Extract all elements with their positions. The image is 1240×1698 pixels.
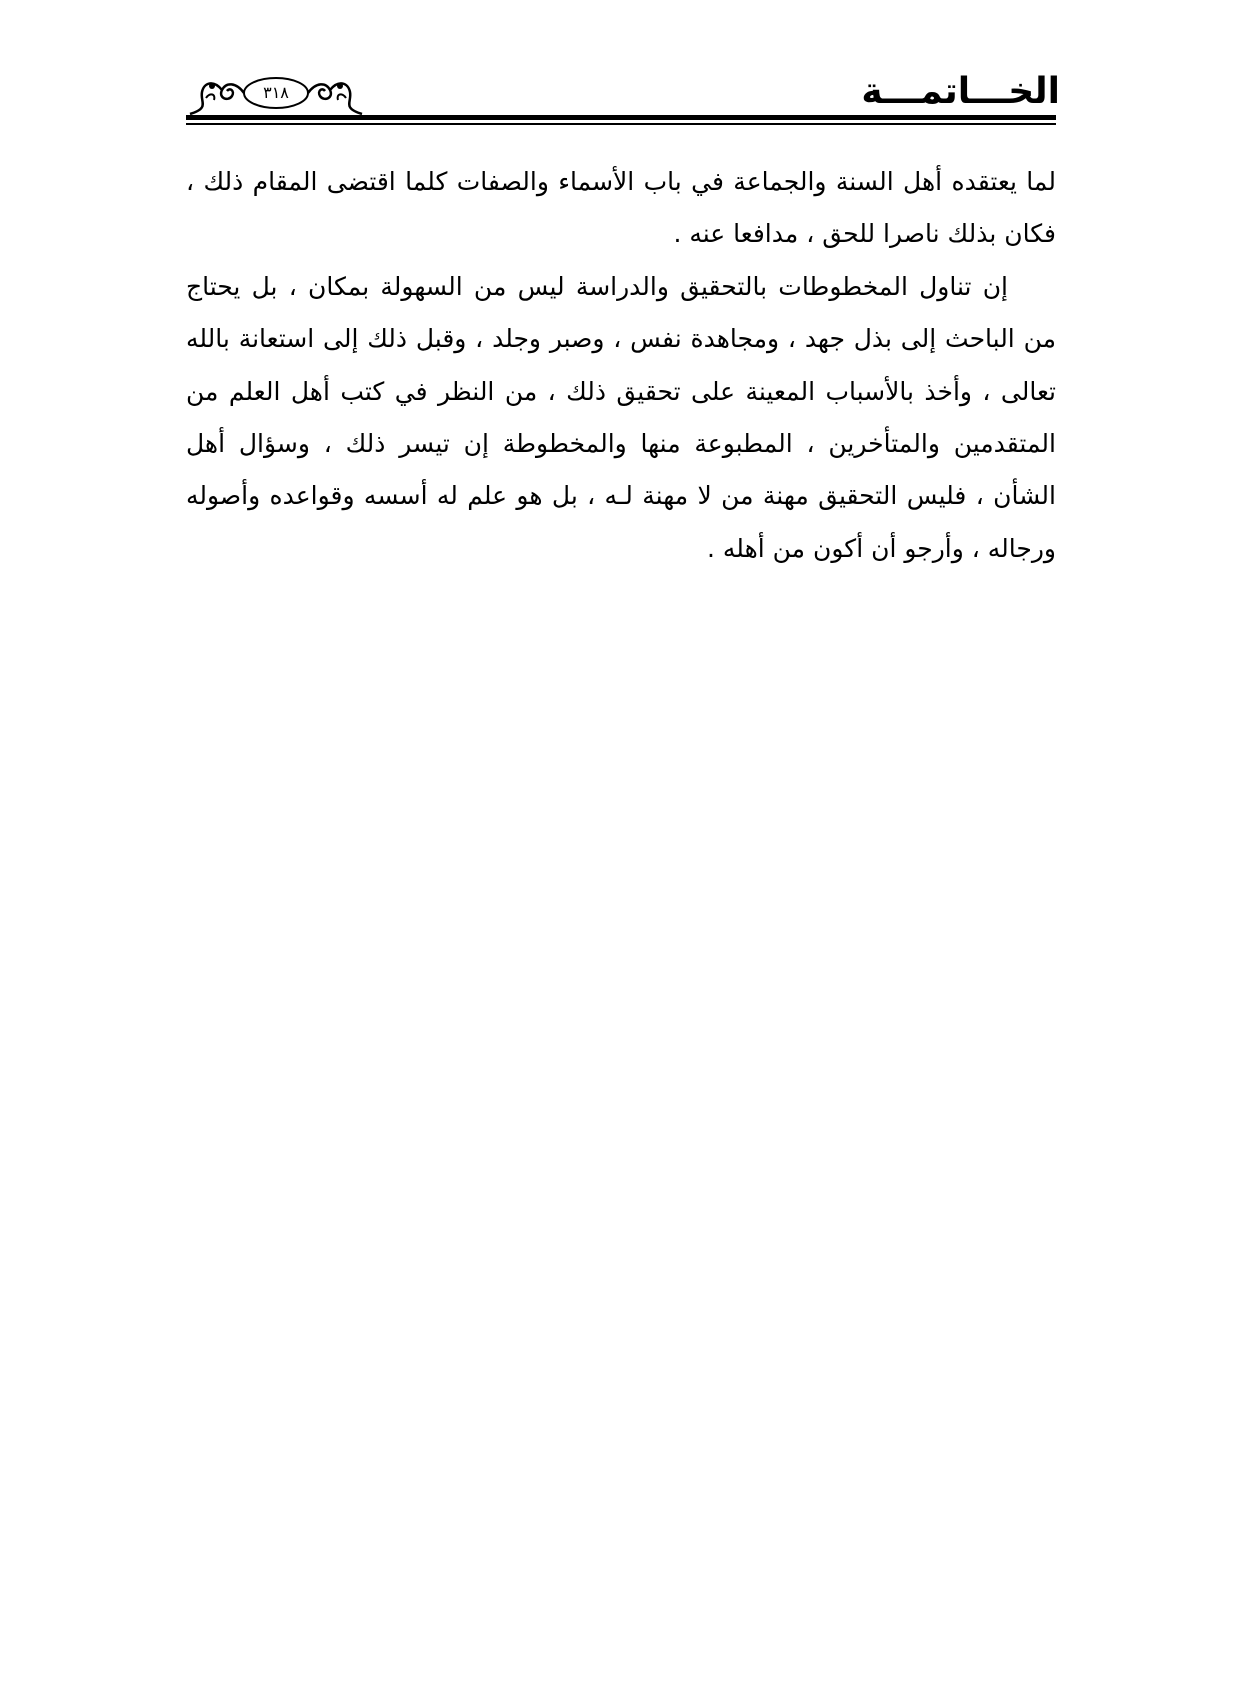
page-body [186, 156, 1056, 575]
paragraph-1: لما يعتقده أهل السنة والجماعة في باب الأسماء والصفات كلما اقتضى المقام ذلك ، فكان بذلك ناصرا للحق ، مدافعا عنه . [186, 167, 1056, 249]
page-number-ornament [186, 72, 366, 118]
header-rule-thin [186, 123, 1056, 125]
header-rule-thick [186, 115, 1056, 120]
paragraph-2: إن تناول المخطوطات بالتحقيق والدراسة ليس من السهولة بمكان ، بل يحتاج من الباحث إلى بذل جهد ، ومجاهدة نفس ، وصبر وجلد ، وقبل ذلك إلى استعانة بالله تعالى ، وأخذ بالأسباب المعينة على تحقيق ذلك ، من النظر في كتب أهل العلم من المتقدمين والمتأخرين ، المطبوعة منها والمخطوطة إن تيسر ذلك ، وسؤال أهل الشأن ، فليس التحقيق مهنة من لا مهنة لـه ، بل هو علم له أسسه وقواعده وأصوله ورجاله ، وأرجو أن أكون من أهله . [186, 271, 1056, 563]
page-header [0, 0, 1240, 140]
page-number: ٣١٨ [263, 83, 289, 102]
chapter-title: الخـــاتمـــة [861, 71, 1060, 112]
